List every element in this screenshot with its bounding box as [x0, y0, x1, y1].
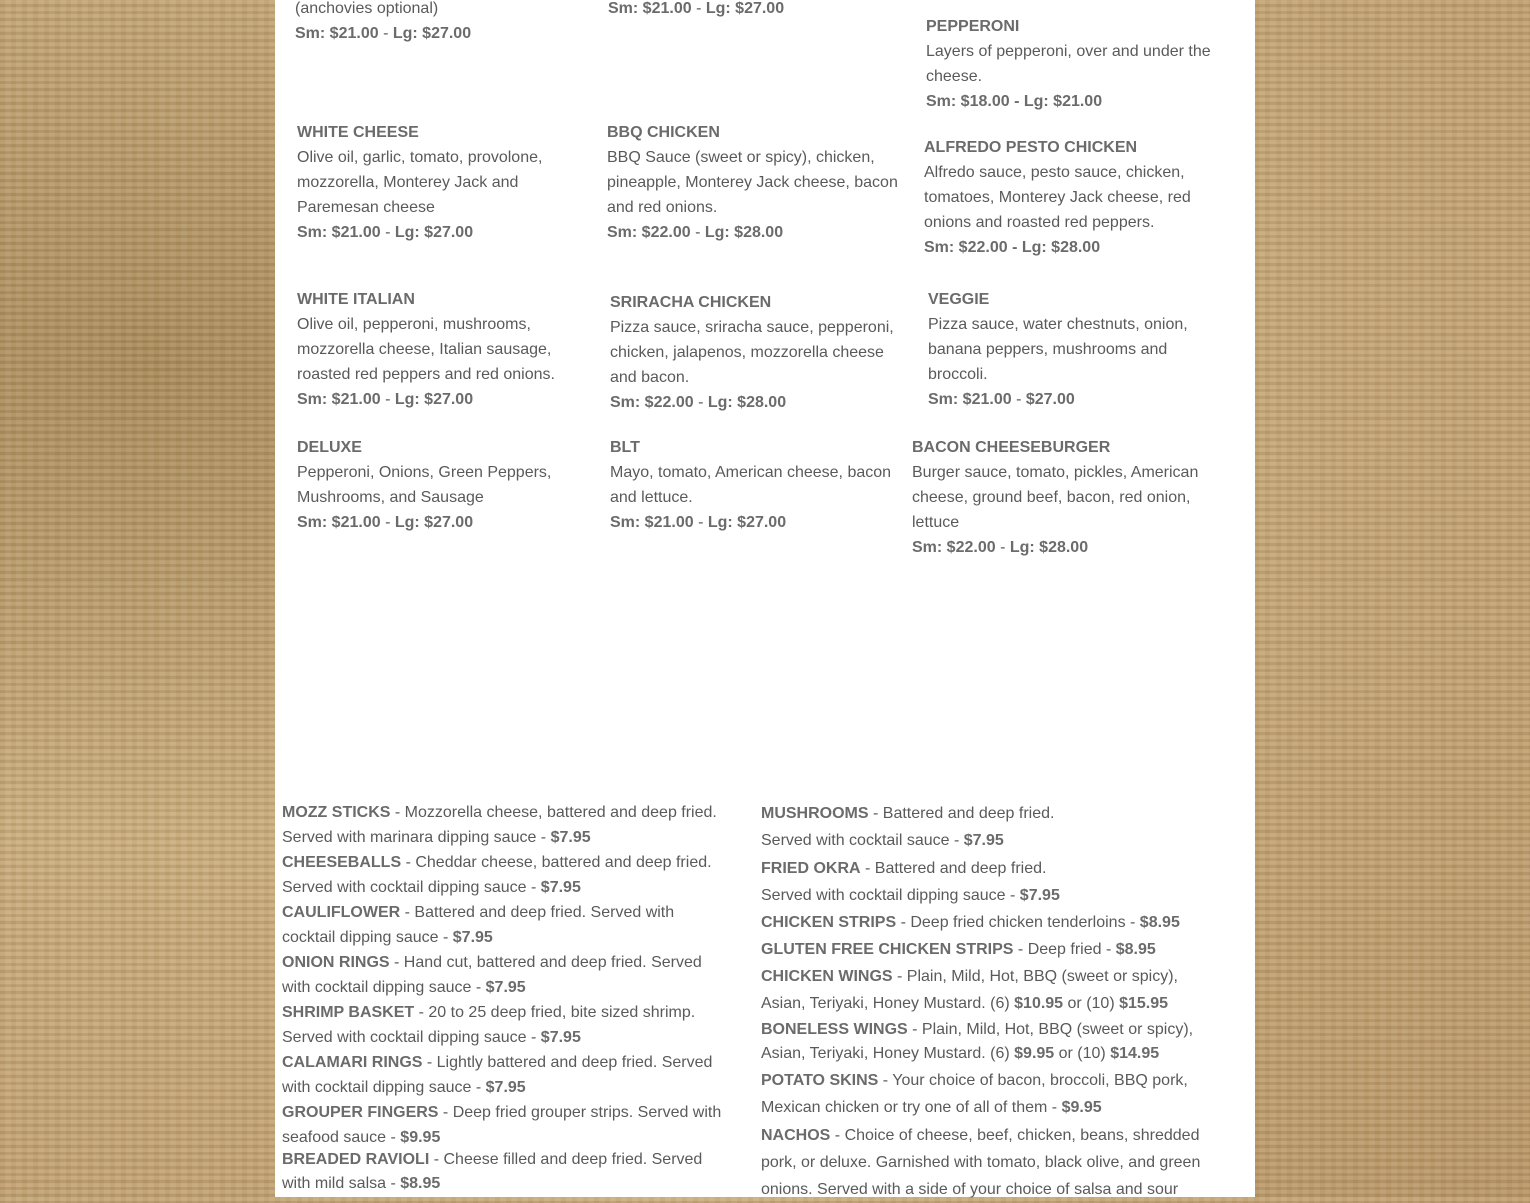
item-price: Sm: $21.00 - Lg: $27.00 [297, 391, 474, 408]
item-description: Pizza sauce, sriracha sauce, pepperoni, chicken, jalapenos, mozzorella cheese and bacon. [610, 319, 894, 386]
menu-item-blt [610, 435, 900, 535]
item-description: BBQ Sauce (sweet or spicy), chicken, pineapple, Monterey Jack cheese, bacon and red onions. [607, 149, 898, 216]
item-name: PEPPERONI [926, 18, 1020, 35]
item-price: Sm: $21.00 - Lg: $27.00 [297, 514, 474, 531]
item-name: SRIRACHA CHICKEN [610, 294, 772, 311]
item-name: ALFREDO PESTO CHICKEN [924, 139, 1138, 156]
appetizer-mushrooms: MUSHROOMS - Battered and deep fried. Served with cocktail sauce - $7.95 [761, 805, 1055, 849]
menu-item-bacon-cheeseburger [912, 435, 1212, 560]
appetizer-onion-rings: ONION RINGS - Hand cut, battered and deep fried. Served with cocktail dipping sauce - $7.95 [282, 954, 702, 996]
item-description: Mayo, tomato, American cheese, bacon and lettuce. [610, 464, 892, 506]
item-name: BBQ CHICKEN [607, 124, 720, 141]
item-price: Sm: $21.00 - Lg: $27.00 [297, 224, 474, 241]
item-price: Sm: $21.00 - $27.00 [928, 391, 1075, 408]
appetizer-chicken-strips: CHICKEN STRIPS - Deep fried chicken tenderloins - $8.95 [761, 914, 1180, 931]
menu-item-partial-2 [608, 0, 898, 21]
menu-item-veggie [928, 287, 1203, 412]
menu-item-white-italian [297, 287, 572, 412]
item-description: Alfredo sauce, pesto sauce, chicken, tomatoes, Monterey Jack cheese, red onions and roasted red peppers. [924, 164, 1191, 231]
item-price: Sm: $21.00 - Lg: $27.00 [608, 0, 785, 17]
item-price: Sm: $18.00 - Lg: $21.00 [926, 93, 1103, 110]
item-description: Olive oil, pepperoni, mushrooms, mozzorella cheese, Italian sausage, roasted red peppers and red onions. [297, 316, 555, 383]
item-description: Pizza sauce, water chestnuts, onion, banana peppers, mushrooms and broccoli. [928, 316, 1188, 383]
appetizer-nachos: NACHOS - Choice of cheese, beef, chicken, beans, shredded pork, or deluxe. Garnished with tomato, black olive, and green onions. Served with a side of your choice of salsa and sour [761, 1127, 1201, 1198]
menu-item-bbq-chicken [607, 120, 907, 245]
appetizer-cauliflower: CAULIFLOWER - Battered and deep fried. Served with cocktail dipping sauce - $7.95 [282, 904, 675, 946]
item-price: Sm: $22.00 - Lg: $28.00 [924, 239, 1101, 256]
item-price: Sm: $21.00 - Lg: $27.00 [610, 514, 787, 531]
menu-item-white-cheese [297, 120, 567, 245]
appetizer-calamari-rings: CALAMARI RINGS - Lightly battered and deep fried. Served with cocktail dipping sauce - $7.95 [282, 1054, 713, 1096]
item-price: Sm: $22.00 - Lg: $28.00 [912, 539, 1089, 556]
appetizer-cheeseballs: CHEESEBALLS - Cheddar cheese, battered and deep fried. Served with cocktail dipping sauce - $7.95 [282, 854, 712, 896]
item-name: BLT [610, 439, 640, 456]
item-name: VEGGIE [928, 291, 990, 308]
item-description: (anchovies optional) [295, 0, 439, 17]
appetizer-gluten-free-chicken-strips: GLUTEN FREE CHICKEN STRIPS - Deep fried - $8.95 [761, 941, 1156, 958]
item-name: WHITE ITALIAN [297, 291, 415, 308]
appetizer-grouper-fingers: GROUPER FINGERS - Deep fried grouper strips. Served with seafood sauce - $9.95 [282, 1104, 722, 1146]
appetizer-fried-okra: FRIED OKRA - Battered and deep fried. Served with cocktail dipping sauce - $7.95 [761, 860, 1060, 904]
item-name: DELUXE [297, 439, 362, 456]
item-price: Sm: $22.00 - Lg: $28.00 [607, 224, 784, 241]
item-description: Pepperoni, Onions, Green Peppers, Mushrooms, and Sausage [297, 464, 552, 506]
menu-item-sriracha-chicken [610, 290, 905, 415]
menu-item-alfredo-pesto-chicken [924, 135, 1214, 260]
item-name: WHITE CHEESE [297, 124, 419, 141]
appetizer-boneless-wings: BONELESS WINGS - Plain, Mild, Hot, BBQ (sweet or spicy), Asian, Teriyaki, Honey Mustard. (6) $9.95 or (10) $14.95 [761, 1021, 1194, 1062]
appetizer-potato-skins: POTATO SKINS - Your choice of bacon, broccoli, BBQ pork, Mexican chicken or try one of all of them - $9.95 [761, 1072, 1188, 1116]
item-description: Layers of pepperoni, over and under the cheese. [926, 43, 1211, 85]
appetizer-breaded-ravioli: BREADED RAVIOLI - Cheese filled and deep fried. Served with mild salsa - $8.95 [282, 1151, 703, 1192]
item-price: Sm: $22.00 - Lg: $28.00 [610, 394, 787, 411]
menu-item-deluxe [297, 435, 572, 535]
menu-item-partial-1 [295, 0, 585, 46]
item-price: Sm: $21.00 - Lg: $27.00 [295, 25, 472, 42]
appetizer-mozz-sticks: MOZZ STICKS - Mozzorella cheese, battered and deep fried. Served with marinara dipping sauce - $7.95 [282, 804, 717, 846]
appetizer-chicken-wings: CHICKEN WINGS - Plain, Mild, Hot, BBQ (sweet or spicy), Asian, Teriyaki, Honey Mustard. (6) $10.95 or (10) $15.95 [761, 968, 1178, 1012]
menu-item-pepperoni [926, 14, 1226, 114]
appetizer-shrimp-basket: SHRIMP BASKET - 20 to 25 deep fried, bite sized shrimp. Served with cocktail dipping sauce - $7.95 [282, 1004, 696, 1046]
item-description: Burger sauce, tomato, pickles, American cheese, ground beef, bacon, red onion, lettuce [912, 464, 1199, 531]
item-name: BACON CHEESEBURGER [912, 439, 1111, 456]
item-description: Olive oil, garlic, tomato, provolone, mozzorella, Monterey Jack and Paremesan cheese [297, 149, 543, 216]
